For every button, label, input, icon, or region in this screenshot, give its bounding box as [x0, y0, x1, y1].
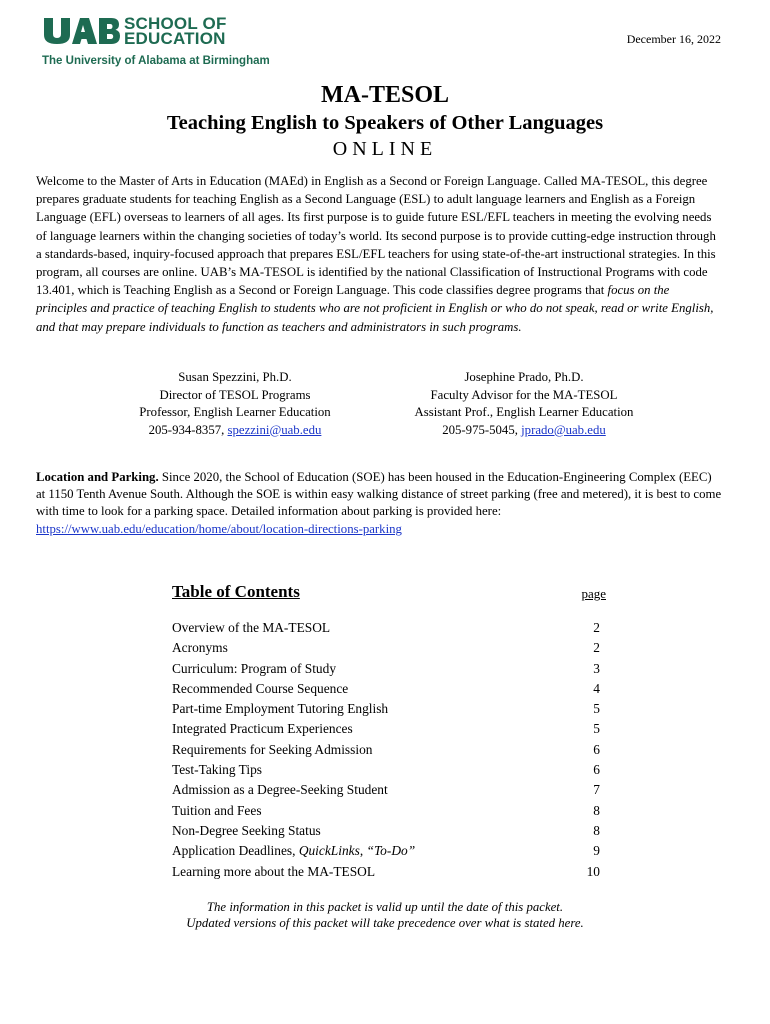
toc-item-label: Requirements for Seeking Admission: [172, 741, 373, 757]
toc-header: [172, 582, 608, 618]
toc-item-label: Tuition and Fees: [172, 802, 262, 818]
toc-item: [172, 618, 608, 638]
toc-item-page: 9: [593, 843, 600, 859]
intro-text: Welcome to the Master of Arts in Education (MAEd) in English as a Second or Foreign Language. Called MA-TESOL, this degree prepares graduate students for teaching English as a Second Language (ESL) to adult language learners and English as a Foreign Language (EFL) overseas to learners of all ages. Its first purpose is to guide future ESL/EFL teachers in meeting the evolving needs of language learners within the changing societies of today’s world. Its second purpose is to provide cutting-edge instruction through a standards-based, inquiry-focused approach that prepares ESL/EFL teachers for using state-of-the-art instructional strategies. In this program, all courses are online. UAB’s MA-TESOL is identified by the national Classification of Instructional Programs with code 13.401, which is Teaching English as a Second or Foreign Language. This code classifies degree programs that: [36, 174, 716, 298]
toc-item-label: Learning more about the MA-TESOL: [172, 863, 376, 879]
toc-item-page: 6: [593, 762, 600, 778]
contact-phone-email: [398, 422, 650, 440]
contact-name: Josephine Prado, Ph.D.: [464, 370, 584, 384]
toc-item-label: Part-time Employment Tutoring English: [172, 701, 389, 717]
contact-email-link[interactable]: jprado@uab.edu: [521, 422, 606, 437]
toc-item-page: 8: [593, 802, 600, 818]
toc-item: [172, 638, 608, 658]
toc-item-label: Curriculum: Program of Study: [172, 660, 337, 676]
contact-email-link[interactable]: spezzini@uab.edu: [227, 422, 322, 437]
toc-item-label: Recommended Course Sequence: [172, 680, 349, 696]
validity-note: [0, 899, 770, 931]
intro-paragraph: [36, 172, 722, 336]
contact-name: Susan Spezzini, Ph.D.: [178, 370, 292, 384]
toc-item-label: Application Deadlines, QuickLinks, “To-Do”: [172, 843, 416, 859]
location-heading: Location and Parking.: [36, 470, 159, 484]
toc-item: [172, 740, 608, 760]
logo-subtitle: The University of Alabama at Birmingham: [42, 55, 270, 67]
toc-list: [172, 618, 608, 882]
toc-item-page: 2: [593, 620, 600, 635]
toc-item-label: Overview of the MA-TESOL: [172, 620, 331, 635]
page-title: MA-TESOL: [320, 82, 449, 108]
toc-item: [172, 862, 608, 882]
table-of-contents: [172, 582, 608, 882]
logo-wordmark: [124, 16, 227, 46]
contact-card: [110, 369, 360, 439]
location-paragraph: [36, 469, 724, 538]
parking-link[interactable]: https://www.uab.edu/education/home/about/location-directions-parking: [36, 521, 402, 536]
toc-item-label: Test-Taking Tips: [172, 762, 263, 778]
toc-item: [172, 780, 608, 800]
toc-item: [172, 801, 608, 821]
contact-phone: 205-975-5045,: [442, 422, 522, 437]
toc-item-page: 5: [593, 701, 600, 717]
contact-title: Professor, English Learner Education: [139, 405, 331, 419]
toc-item-page: 3: [593, 660, 600, 676]
toc-item: [172, 841, 608, 861]
toc-item: [172, 760, 608, 780]
toc-item-page: 8: [593, 822, 600, 838]
toc-item: [172, 699, 608, 719]
toc-item-page: 4: [593, 680, 600, 696]
toc-item-page: 2: [593, 640, 600, 656]
toc-item-label: Non-Degree Seeking Status: [172, 822, 321, 838]
uab-logo: [42, 16, 282, 72]
logo-line-1: SCHOOL OF: [124, 14, 227, 33]
toc-item-page: 10: [586, 863, 600, 879]
toc-item-page: 5: [593, 721, 600, 737]
validity-note-line-1: The information in this packet is valid up until the date of this packet.: [206, 900, 564, 914]
toc-item: [172, 679, 608, 699]
toc-title: Table of Contents: [172, 582, 300, 601]
toc-item-label: Admission as a Degree-Seeking Student: [172, 782, 388, 798]
document-date: December 16, 2022: [626, 32, 721, 46]
delivery-mode: ONLINE: [332, 138, 438, 160]
toc-page-label: page: [581, 586, 606, 601]
contact-card: [398, 369, 650, 439]
logo-line-2: EDUCATION: [124, 29, 226, 48]
toc-item-label: Integrated Practicum Experiences: [172, 721, 353, 737]
contact-phone-email: [110, 422, 360, 440]
toc-item: [172, 719, 608, 739]
toc-item: [172, 821, 608, 841]
toc-item: [172, 659, 608, 679]
contact-role: Faculty Advisor for the MA-TESOL: [430, 387, 618, 402]
contact-phone: 205-934-8357,: [148, 422, 228, 437]
location-text: Since 2020, the School of Education (SOE) has been housed in the Education-Engineering Complex (EEC) at 1150 Tenth Avenue South. Although the SOE is within easy walking distance of street parking (free and metered), it is best to come with time to look for a parking space. Detailed information about parking is provided here:: [36, 470, 722, 519]
intro-italic-text: focus on the principles and practice of teaching English to students who are not proficient in English or who do not speak, read or write English, and that may prepare individuals to function as teachers and administrators in such programs.: [36, 283, 714, 334]
contact-role: Director of TESOL Programs: [159, 387, 311, 402]
page-subtitle: Teaching English to Speakers of Other Languages: [166, 112, 604, 134]
uab-logo-mark: [42, 16, 120, 46]
contact-title: Assistant Prof., English Learner Education: [414, 405, 634, 419]
validity-note-line-2: Updated versions of this packet will take precedence over what is stated here.: [186, 916, 584, 930]
toc-item-page: 7: [593, 782, 600, 798]
toc-item-label: Acronyms: [172, 640, 228, 656]
toc-item-page: 6: [593, 741, 600, 757]
